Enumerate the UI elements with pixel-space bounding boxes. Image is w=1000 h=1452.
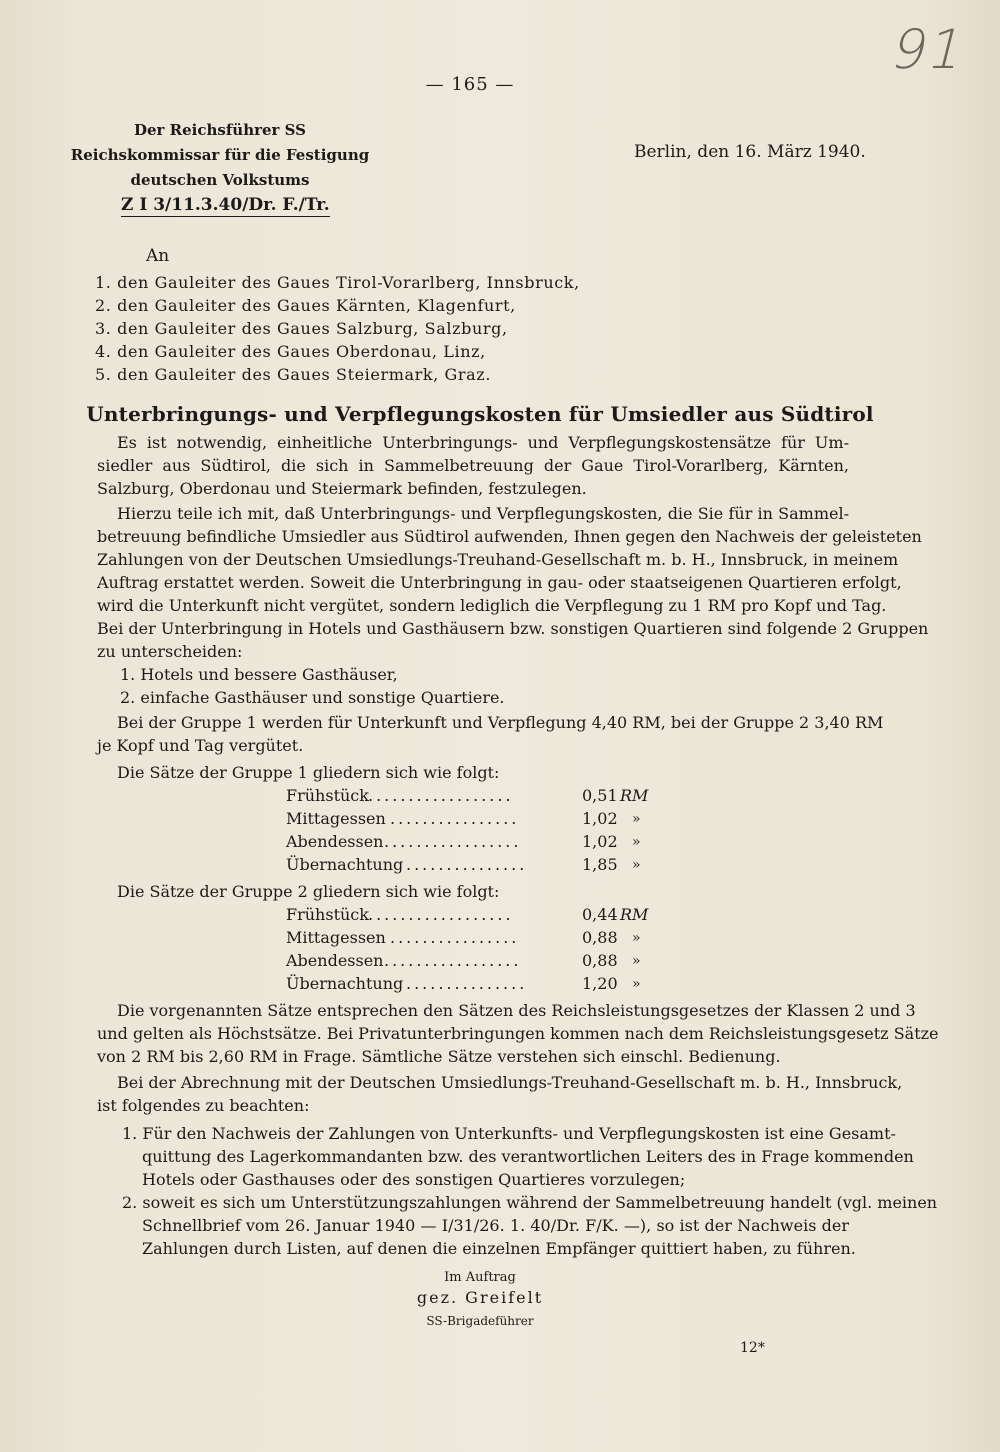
numbered-item-line: Hotels oder Gasthauses oder des sonstigen Quartieres vorzulegen;	[142, 1170, 686, 1189]
sender-line-1: Der Reichsführer SS	[133, 121, 307, 139]
paragraph-line: von 2 RM bis 2,60 RM in Frage. Sämtliche Sätze verstehen sich einschl. Bedienung.	[97, 1047, 781, 1066]
recipient-item: 5. den Gauleiter des Gaues Steiermark, Graz.	[95, 365, 492, 384]
leader-dots: ...............	[406, 855, 528, 874]
rate-value: 0,51	[582, 786, 618, 805]
rate-label: Frühstück	[286, 905, 369, 924]
paragraph-line: Hierzu teile ich mit, daß Unterbringungs- und Verpflegungskosten, die Sie für in Sammel-	[117, 504, 849, 523]
group-list-item: 2. einfache Gasthäuser und sonstige Quartiere.	[120, 688, 505, 707]
sender-line-3: deutschen Volkstums	[130, 171, 310, 189]
rate-value: 1,20	[582, 974, 618, 993]
sender-block	[60, 118, 380, 193]
salutation: An	[146, 246, 170, 266]
rate-value: 0,88	[582, 928, 618, 947]
numbered-item-line: Schnellbrief vom 26. Januar 1940 — I/31/26. 1. 40/Dr. F/K. —), so ist der Nachweis der	[142, 1216, 849, 1235]
recipient-item: 1. den Gauleiter des Gaues Tirol-Vorarlberg, Innsbruck,	[95, 273, 580, 292]
group1-intro: Die Sätze der Gruppe 1 gliedern sich wie folgt:	[117, 763, 500, 782]
paragraph-line: Bei der Gruppe 1 werden für Unterkunft und Verpflegung 4,40 RM, bei der Gruppe 2 3,40 RM	[117, 713, 884, 732]
date-line: Berlin, den 16. März 1940.	[634, 142, 866, 162]
paragraph-line: betreuung befindliche Umsiedler aus Südtirol aufwenden, Ihnen gegen den Nachweis der geleisteten	[97, 527, 922, 546]
document-title: Unterbringungs- und Verpflegungskosten für Umsiedler aus Südtirol	[86, 402, 874, 426]
rate-label: Frühstück	[286, 786, 369, 805]
numbered-item-line: Zahlungen durch Listen, auf denen die einzelnen Empfänger quittiert haben, zu führen.	[142, 1239, 856, 1258]
recipient-item: 2. den Gauleiter des Gaues Kärnten, Klagenfurt,	[95, 296, 516, 315]
leader-dots: ..................	[368, 905, 514, 924]
rate-value: 0,44	[582, 905, 618, 924]
rate-value: 1,02	[582, 832, 618, 851]
numbered-item-line: 2. soweit es sich um Unterstützungszahlungen während der Sammelbetreuung handelt (vgl. meinen	[122, 1193, 938, 1212]
leader-dots: ...............	[406, 974, 528, 993]
rate-label: Übernachtung	[286, 974, 404, 993]
paragraph-line: siedler aus Südtirol, die sich in Sammelbetreuung der Gaue Tirol-Vorarlberg, Kärnten,	[97, 456, 849, 475]
rate-unit: »	[632, 930, 641, 946]
leader-dots: ..................	[368, 786, 514, 805]
rate-unit: RM	[620, 786, 649, 805]
paragraph-line: und gelten als Höchstsätze. Bei Privatunterbringungen kommen nach dem Reichsleistungsgesetz Sätze	[97, 1024, 939, 1043]
handwritten-archive-number: 91	[885, 18, 974, 81]
paragraph-line: wird die Unterkunft nicht vergütet, sondern lediglich die Verpflegung zu 1 RM pro Kopf und Tag.	[97, 596, 887, 615]
rate-label: Abendessen	[286, 951, 384, 970]
numbered-item-line: quittung des Lagerkommandanten bzw. des verantwortlichen Leiters des in Frage kommenden	[142, 1147, 914, 1166]
rate-unit: RM	[620, 905, 649, 924]
paragraph-line: Bei der Unterbringung in Hotels und Gasthäusern bzw. sonstigen Quartieren sind folgende 2 Gruppen	[97, 619, 929, 638]
group2-intro: Die Sätze der Gruppe 2 gliedern sich wie folgt:	[117, 882, 500, 901]
rate-value: 1,85	[582, 855, 618, 874]
paragraph-line: Bei der Abrechnung mit der Deutschen Umsiedlungs-Treuhand-Gesellschaft m. b. H., Innsbruck,	[117, 1073, 903, 1092]
rate-label: Abendessen	[286, 832, 384, 851]
rate-unit: »	[632, 953, 641, 969]
sender-line-2: Reichskommissar für die Festigung	[70, 146, 370, 164]
rate-label: Übernachtung	[286, 855, 404, 874]
rate-unit: »	[632, 976, 641, 992]
rate-unit: »	[632, 834, 641, 850]
rate-label: Mittagessen	[286, 809, 386, 828]
leader-dots: .................	[384, 951, 522, 970]
leader-dots: ................	[390, 928, 520, 947]
paragraph-line: Auftrag erstattet werden. Soweit die Unterbringung in gau- oder staatseigenen Quartieren erfolgt,	[97, 573, 902, 592]
footer-signature-mark: 12*	[740, 1340, 765, 1356]
paragraph-line: Zahlungen von der Deutschen Umsiedlungs-Treuhand-Gesellschaft m. b. H., Innsbruck, in meinem	[97, 550, 899, 569]
recipient-item: 4. den Gauleiter des Gaues Oberdonau, Linz,	[95, 342, 486, 361]
paragraph-line: je Kopf und Tag vergütet.	[97, 736, 304, 755]
page-number: — 165 —	[425, 74, 515, 95]
paragraph-line: Es ist notwendig, einheitliche Unterbringungs- und Verpflegungskostensätze für Um-	[117, 433, 849, 452]
closing-signatory: gez. Greifelt	[416, 1288, 544, 1307]
closing-rank: SS-Brigadeführer	[426, 1314, 534, 1328]
paragraph-line: ist folgendes zu beachten:	[97, 1096, 310, 1115]
rate-unit: »	[632, 811, 641, 827]
leader-dots: .................	[384, 832, 522, 851]
recipient-item: 3. den Gauleiter des Gaues Salzburg, Salzburg,	[95, 319, 508, 338]
numbered-item-line: 1. Für den Nachweis der Zahlungen von Unterkunfts- und Verpflegungskosten ist eine Gesamt-	[122, 1124, 896, 1143]
rate-unit: »	[632, 857, 641, 873]
group-list-item: 1. Hotels und bessere Gasthäuser,	[120, 665, 398, 684]
rate-label: Mittagessen	[286, 928, 386, 947]
paragraph-line: zu unterscheiden:	[97, 642, 243, 661]
leader-dots: ................	[390, 809, 520, 828]
reference-number: Z I 3/11.3.40/Dr. F./Tr.	[121, 195, 330, 215]
rate-value: 1,02	[582, 809, 618, 828]
paragraph-line: Die vorgenannten Sätze entsprechen den Sätzen des Reichsleistungsgesetzes der Klassen 2 und 3	[117, 1001, 916, 1020]
closing-in-order: Im Auftrag	[444, 1270, 516, 1285]
rate-value: 0,88	[582, 951, 618, 970]
paragraph-line: Salzburg, Oberdonau und Steiermark befinden, festzulegen.	[97, 479, 587, 498]
